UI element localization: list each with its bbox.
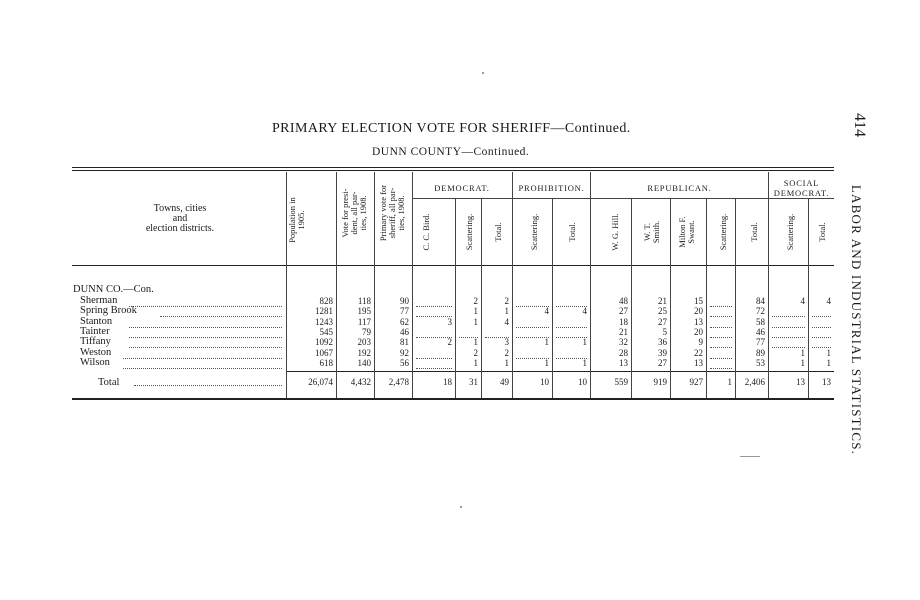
cell-rep-smith: 27 xyxy=(658,316,667,327)
table-row xyxy=(0,358,920,368)
cell-primary-vote: 77 xyxy=(400,306,409,317)
cell-rep-smith: 5 xyxy=(662,326,667,337)
table-row xyxy=(0,337,920,347)
cell-dem-total: 1 xyxy=(504,306,509,317)
cell-rep-smith: 36 xyxy=(658,337,667,348)
cell-rep-total: 72 xyxy=(756,306,765,317)
cell-population: 1281 xyxy=(315,306,333,317)
col-header-rep-hill: W. G. Hill. xyxy=(609,213,620,251)
group-republican: REPUBLICAN. xyxy=(647,183,712,193)
cell-rep-swant: 9 xyxy=(698,337,703,348)
cell-dem-total: 49 xyxy=(500,377,509,387)
cell-pro-total: 1 xyxy=(582,337,587,348)
cell-dem-scattering: 1 xyxy=(473,316,478,327)
total-rule xyxy=(286,371,834,372)
cell-dem-total: 3 xyxy=(504,337,509,348)
cell-rep-scattering: 1 xyxy=(727,377,732,387)
cell-primary-vote: 46 xyxy=(400,326,409,337)
cell-vote-president: 117 xyxy=(357,316,371,327)
cell-pro-total: 4 xyxy=(582,306,587,317)
cell-sd-total: 13 xyxy=(822,377,831,387)
cell-sd-scattering: 1 xyxy=(800,347,805,358)
empty-cell xyxy=(416,361,452,369)
col-header-sd-scattering: Scattering. xyxy=(784,213,795,251)
cell-primary-vote: 81 xyxy=(400,337,409,348)
cell-dem-total: 2 xyxy=(504,347,509,358)
cell-primary-vote: 62 xyxy=(400,316,409,327)
col-header-pro-scattering: Scattering. xyxy=(528,213,539,251)
table-row xyxy=(0,317,920,327)
cell-sd-total: 1 xyxy=(826,347,831,358)
cell-dem-bird: 2 xyxy=(447,337,452,348)
cell-rep-total: 2,406 xyxy=(744,377,765,387)
row-leader xyxy=(123,360,282,369)
scan-speck xyxy=(460,506,462,508)
cell-rep-swant: 15 xyxy=(694,296,703,306)
cell-rep-swant: 927 xyxy=(689,377,703,387)
cell-rep-smith: 27 xyxy=(658,357,667,368)
cell-pro-total: 1 xyxy=(582,357,587,368)
scan-speck xyxy=(740,456,760,457)
group-social-democrat: SOCIAL DEMOCRAT. xyxy=(773,178,830,198)
cell-rep-hill: 32 xyxy=(619,337,628,348)
col-header-dem-bird: C. C. Bird. xyxy=(420,213,431,251)
cell-rep-total: 77 xyxy=(756,337,765,348)
cell-sd-scattering: 1 xyxy=(800,357,805,368)
group-democrat: DEMOCRAT. xyxy=(434,183,490,193)
col-header-pro-total: Total. xyxy=(566,222,577,242)
cell-dem-scattering: 1 xyxy=(473,357,478,368)
cell-rep-smith: 919 xyxy=(653,377,667,387)
cell-primary-vote: 92 xyxy=(400,347,409,358)
cell-vote-president: 140 xyxy=(357,357,371,368)
stub-header: Towns, cities and election districts. xyxy=(145,203,215,234)
col-header-dem-scattering: Scattering. xyxy=(463,213,474,251)
cell-rep-hill: 559 xyxy=(614,377,628,387)
cell-population: 828 xyxy=(319,296,333,306)
cell-pro-total: 10 xyxy=(578,377,587,387)
cell-rep-total: 89 xyxy=(756,347,765,358)
col-header-vote-president: Vote for presi- dent, all par- ties, 1908. xyxy=(339,188,368,238)
cell-population: 1067 xyxy=(315,347,333,358)
table-row xyxy=(0,327,920,337)
cell-dem-total: 2 xyxy=(504,296,509,306)
total-values xyxy=(0,377,920,387)
cell-primary-vote: 56 xyxy=(400,357,409,368)
table-row xyxy=(0,296,920,306)
page-number: 414 xyxy=(851,113,868,137)
cell-rep-total: 46 xyxy=(756,326,765,337)
row-name: Stanton xyxy=(80,315,113,327)
cell-rep-swant: 20 xyxy=(694,326,703,337)
cell-pro-scattering: 1 xyxy=(544,337,549,348)
table-row xyxy=(0,348,920,358)
cell-sd-total: 1 xyxy=(826,357,831,368)
cell-dem-scattering: 31 xyxy=(469,377,478,387)
row-name: Sherman xyxy=(80,295,118,306)
cell-dem-bird: 3 xyxy=(447,316,452,327)
row-name: Wilson xyxy=(80,356,110,368)
col-header-population: Population in 1905. xyxy=(287,197,306,243)
cell-vote-president: 118 xyxy=(357,296,371,306)
scan-speck xyxy=(482,72,484,74)
bottom-rule xyxy=(72,398,834,400)
cell-vote-president: 4,432 xyxy=(350,377,371,387)
cell-sd-scattering: 4 xyxy=(800,296,805,306)
table-row xyxy=(0,306,920,316)
cell-pro-scattering: 4 xyxy=(544,306,549,317)
cell-dem-total: 4 xyxy=(504,316,509,327)
cell-rep-total: 58 xyxy=(756,316,765,327)
empty-cell xyxy=(710,361,732,369)
cell-dem-bird: 18 xyxy=(443,377,452,387)
col-header-primary-vote: Primary vote for sheriff, all par- ties, 1908. xyxy=(377,184,406,242)
section-label: DUNN CO.—Con. xyxy=(73,284,154,295)
cell-dem-scattering: 2 xyxy=(473,296,478,306)
cell-vote-president: 203 xyxy=(357,337,371,348)
cell-rep-smith: 21 xyxy=(658,296,667,306)
cell-population: 26,074 xyxy=(308,377,333,387)
cell-rep-smith: 25 xyxy=(658,306,667,317)
col-header-rep-total: Total. xyxy=(748,222,759,242)
row-name: Weston xyxy=(80,346,112,358)
cell-rep-hill: 27 xyxy=(619,306,628,317)
cell-rep-swant: 22 xyxy=(694,347,703,358)
cell-vote-president: 195 xyxy=(357,306,371,317)
cell-dem-scattering: 1 xyxy=(473,337,478,348)
page-title: PRIMARY ELECTION VOTE FOR SHERIFF—Continued. xyxy=(272,121,631,136)
col-header-rep-smith: W. T. Smith. xyxy=(642,220,661,244)
row-name: Tiffany xyxy=(80,336,111,348)
cell-rep-smith: 39 xyxy=(658,347,667,358)
cell-dem-scattering: 1 xyxy=(473,306,478,317)
row-name: Spring Brook xyxy=(80,305,137,317)
cell-vote-president: 192 xyxy=(357,347,371,358)
cell-rep-swant: 13 xyxy=(694,316,703,327)
cell-population: 1243 xyxy=(315,316,333,327)
group-prohibition: PROHIBITION. xyxy=(518,183,585,193)
cell-pro-scattering: 1 xyxy=(544,357,549,368)
cell-rep-hill: 13 xyxy=(619,357,628,368)
cell-dem-scattering: 2 xyxy=(473,347,478,358)
cell-sd-total: 4 xyxy=(826,296,831,306)
col-header-rep-swant: Milton F. Swant. xyxy=(677,216,696,248)
col-header-sd-total: Total. xyxy=(816,222,827,242)
cell-primary-vote: 2,478 xyxy=(388,377,409,387)
cell-rep-hill: 28 xyxy=(619,347,628,358)
cell-rep-swant: 20 xyxy=(694,306,703,317)
cell-population: 1092 xyxy=(315,337,333,348)
row-name: Tainter xyxy=(80,325,110,337)
cell-rep-swant: 13 xyxy=(694,357,703,368)
cell-pro-scattering: 10 xyxy=(540,377,549,387)
page-subtitle: DUNN COUNTY—Continued. xyxy=(372,146,530,158)
cell-population: 618 xyxy=(319,357,333,368)
cell-rep-hill: 18 xyxy=(619,316,628,327)
col-header-dem-total: Total. xyxy=(492,222,503,242)
cell-rep-total: 53 xyxy=(756,357,765,368)
cell-vote-president: 79 xyxy=(362,326,371,337)
cell-primary-vote: 90 xyxy=(400,296,409,306)
running-title: LABOR AND INDUSTRIAL STATISTICS. xyxy=(849,184,864,456)
cell-population: 545 xyxy=(319,326,333,337)
cell-rep-total: 84 xyxy=(756,296,765,306)
cell-rep-hill: 21 xyxy=(619,326,628,337)
cell-rep-hill: 48 xyxy=(619,296,628,306)
top-rule-1 xyxy=(72,167,834,168)
top-rule-2 xyxy=(72,170,834,171)
cell-dem-total: 1 xyxy=(504,357,509,368)
col-header-rep-scattering: Scattering. xyxy=(717,213,728,251)
total-label: Total xyxy=(98,377,120,388)
cell-sd-scattering: 13 xyxy=(796,377,805,387)
